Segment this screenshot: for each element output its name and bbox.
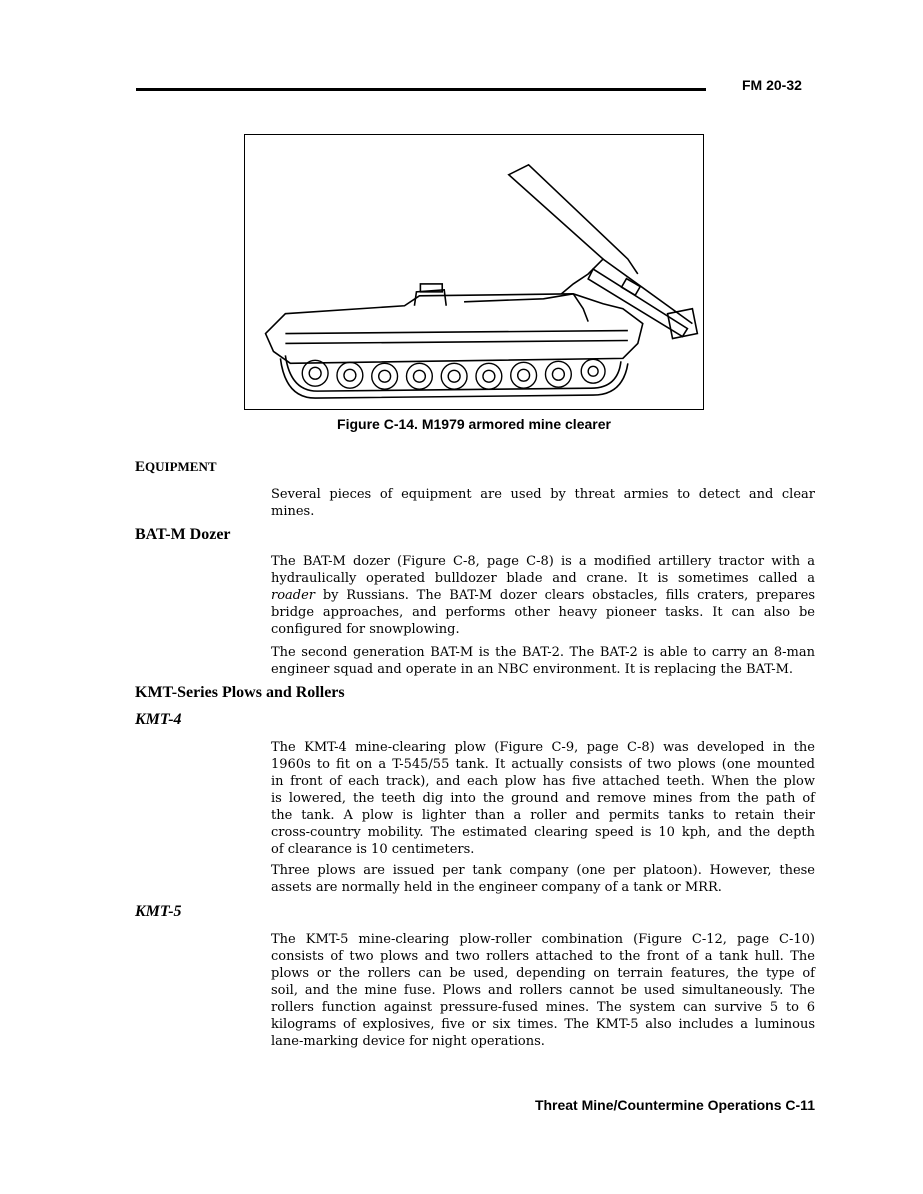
bat-m-paragraph-2 [271, 644, 815, 678]
text-line: the tank. A plow is lighter than a roller and permits tanks to retain their [271, 808, 815, 823]
text-line: kilograms of explosives, five or six times. The KMT-5 also includes a luminous [271, 1017, 815, 1032]
armored-mine-clearer-drawing-icon [245, 135, 703, 409]
bat-m-paragraph-1 [271, 553, 815, 638]
text-line: The second generation BAT-M is the BAT-2. The BAT-2 is able to carry an 8-man [271, 645, 815, 660]
text-line: of clearance is 10 centimeters. [271, 842, 475, 857]
text-line: bridge approaches, and performs other heavy pioneer tasks. It can also be [271, 605, 815, 620]
document-id: FM 20-32 [742, 77, 802, 93]
kmt-5-paragraph-1 [271, 931, 815, 1050]
text-line: Several pieces of equipment are used by threat armies to detect and clear [271, 487, 815, 502]
text-line: The BAT-M dozer (Figure C-8, page C-8) is a modified artillery tractor with a [271, 554, 815, 569]
heading-kmt-series: KMT-Series Plows and Rollers [135, 684, 345, 701]
section-heading-equipment [135, 459, 217, 476]
heading-rest: QUIPMENT [145, 459, 217, 474]
text-line: consists of two plows and two rollers attached to the front of a tank hull. The [271, 949, 815, 964]
text-line: assets are normally held in the engineer company of a tank or MRR. [271, 880, 722, 895]
italic-term: roader [271, 588, 316, 603]
header-rule [136, 88, 706, 91]
text-line: lane-marking device for night operations. [271, 1034, 545, 1049]
text-line [271, 587, 815, 604]
text-line: in front of each track), and each plow has five attached teeth. When the plow [271, 774, 815, 789]
page-footer: Threat Mine/Countermine Operations C-11 [534, 1097, 815, 1113]
text-line: The KMT-4 mine-clearing plow (Figure C-9, page C-8) was developed in the [271, 740, 815, 755]
text-line: soil, and the mine fuse. Plows and rollers cannot be used simultaneously. The [271, 983, 815, 998]
text-line: The KMT-5 mine-clearing plow-roller combination (Figure C-12, page C-10) [271, 932, 815, 947]
heading-bat-m-dozer: BAT-M Dozer [135, 526, 231, 543]
kmt-4-paragraph-1 [271, 739, 815, 858]
text-line: cross-country mobility. The estimated clearing speed is 10 kph, and the depth [271, 825, 815, 840]
heading-kmt-4: KMT-4 [135, 711, 182, 728]
text-line: hydraulically operated bulldozer blade and crane. It is sometimes called a [271, 571, 815, 586]
text-line: plows or the rollers can be used, depending on terrain features, the type of [271, 966, 815, 981]
heading-initial: E [135, 459, 146, 475]
text-line: 1960s to fit on a T-545/55 tank. It actually consists of two plows (one mounted [271, 757, 815, 772]
text-line: rollers function against pressure-fused mines. The system can survive 5 to 6 [271, 1000, 815, 1015]
equipment-paragraph [271, 486, 815, 520]
text-line: mines. [271, 504, 315, 519]
figure-caption: Figure C-14. M1979 armored mine clearer [337, 416, 611, 432]
text-line: configured for snowplowing. [271, 622, 460, 637]
figure-frame [244, 134, 704, 410]
text-line: Three plows are issued per tank company (one per platoon). However, these [271, 863, 815, 878]
text-line: engineer squad and operate in an NBC environment. It is replacing the BAT-M. [271, 662, 794, 677]
heading-kmt-5: KMT-5 [135, 903, 182, 920]
text-fragment: by Russians. The BAT-M dozer clears obstacles, fills craters, prepares [315, 588, 815, 603]
text-line: is lowered, the teeth dig into the ground and remove mines from the path of [271, 791, 815, 806]
kmt-4-paragraph-2 [271, 862, 815, 896]
